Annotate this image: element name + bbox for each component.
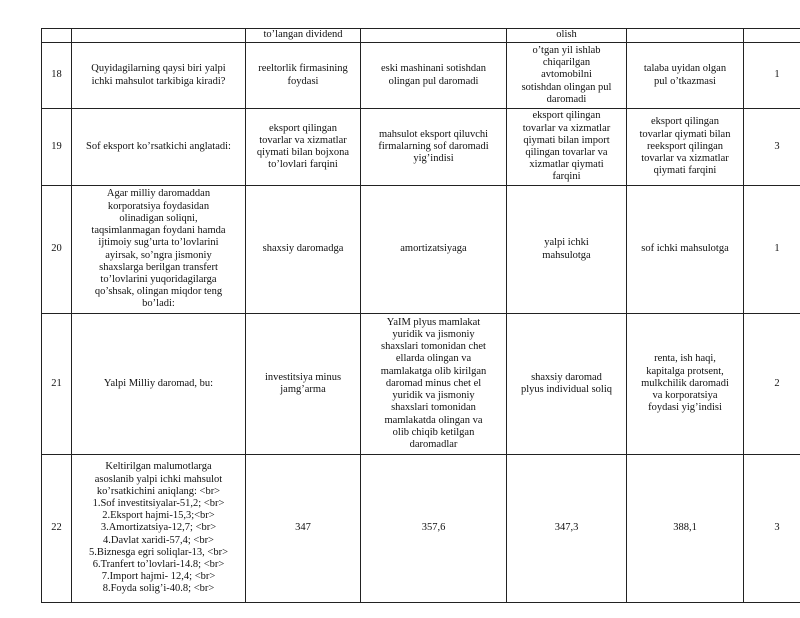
answer-cell: 3: [744, 455, 800, 603]
option-b-cell: 357,6: [361, 455, 507, 603]
answer-cell: 3: [744, 109, 800, 186]
option-c-cell: 347,3: [507, 455, 627, 603]
option-c-cell: o’tgan yil ishlab chiqarilgan avtomobilni sotishdan olingan pul daromadi: [507, 43, 627, 109]
option-a-cell: to’langan dividend: [246, 29, 361, 43]
option-b-cell: mahsulot eksport qiluvchi firmalarning sof daromadi yig’indisi: [361, 109, 507, 186]
table-row: [42, 186, 800, 314]
row-number: 18: [42, 43, 72, 109]
row-number: 20: [42, 186, 72, 314]
row-number: 22: [42, 455, 72, 603]
row-number: [42, 29, 72, 43]
answer-cell: 1: [744, 186, 800, 314]
table-row: [42, 314, 800, 455]
option-d-cell: 388,1: [627, 455, 744, 603]
option-c-cell: olish: [507, 29, 627, 43]
option-d-cell: [627, 29, 744, 43]
option-d-cell: sof ichki mahsulotga: [627, 186, 744, 314]
question-cell: Sof eksport ko’rsatkichi anglatadi:: [72, 109, 246, 186]
question-cell: [72, 29, 246, 43]
option-a-cell: eksport qilingan tovarlar va xizmatlar qiymati bilan bojxona to’lovlari farqini: [246, 109, 361, 186]
option-d-cell: eksport qilingan tovarlar qiymati bilan reeksport qilingan tovarlar va xizmatlar qiymati farqini: [627, 109, 744, 186]
answer-cell: 2: [744, 314, 800, 455]
option-d-cell: talaba uyidan olgan pul o’tkazmasi: [627, 43, 744, 109]
question-cell: Quyidagilarning qaysi biri yalpi ichki mahsulot tarkibiga kiradi?: [72, 43, 246, 109]
answer-cell: 1: [744, 43, 800, 109]
question-cell: Agar milliy daromaddan korporatsiya foydasidan olinadigan soliqni, taqsimlanmagan foydani hamda ijtimoiy sug’urta to’lovlarini ayirsak, so’ngra jismoniy shaxslarga berilgan transfert to’lovlarini yuqoridagilarga qo’shsak, olingan miqdor teng bo’ladi:: [72, 186, 246, 314]
question-cell: Keltirilgan malumotlarga asoslanib yalpi ichki mahsulot ko’rsatkichini aniqlang: <br> 1.Sof investitsiyalar-51,2; <br> 2.Eksport hajmi-15,3;<br> 3.Amortizatsiya-12,7; <br> 4.Davlat xaridi-57,4; <br> 5.Biznesga egri soliqlar-13, <br> 6.Tranfert to’lovlari-14.8; <br> 7.Import hajmi- 12,4; <br> 8.Foyda solig’i-40.8; <br>: [72, 455, 246, 603]
table-row: [42, 43, 800, 109]
option-b-cell: eski mashinani sotishdan olingan pul daromadi: [361, 43, 507, 109]
option-b-cell: [361, 29, 507, 43]
option-a-cell: 347: [246, 455, 361, 603]
row-number: 19: [42, 109, 72, 186]
option-c-cell: shaxsiy daromad plyus individual soliq: [507, 314, 627, 455]
table-row-previous: [42, 29, 800, 43]
row-number: 21: [42, 314, 72, 455]
option-b-cell: amortizatsiyaga: [361, 186, 507, 314]
questions-table: [41, 28, 800, 603]
option-a-cell: shaxsiy daromadga: [246, 186, 361, 314]
table-row: [42, 109, 800, 186]
option-b-cell: YaIM plyus mamlakat yuridik va jismoniy shaxslari tomonidan chet ellarda olingan va mamlakatga olib kirilgan daromad minus chet el yuridik va jismoniy shaxslari tomonidan mamlakatda olingan va olib chiqib ketilgan daromadlar: [361, 314, 507, 455]
answer-cell: [744, 29, 800, 43]
question-cell: Yalpi Milliy daromad, bu:: [72, 314, 246, 455]
option-d-cell: renta, ish haqi, kapitalga protsent, mulkchilik daromadi va korporatsiya foydasi yig’indisi: [627, 314, 744, 455]
option-a-cell: investitsiya minus jamg’arma: [246, 314, 361, 455]
table-row: [42, 455, 800, 603]
option-c-cell: yalpi ichki mahsulotga: [507, 186, 627, 314]
option-c-cell: eksport qilingan tovarlar va xizmatlar qiymati bilan import qilingan tovarlar va xizmatlar qiymati farqini: [507, 109, 627, 186]
option-a-cell: reeltorlik firmasining foydasi: [246, 43, 361, 109]
